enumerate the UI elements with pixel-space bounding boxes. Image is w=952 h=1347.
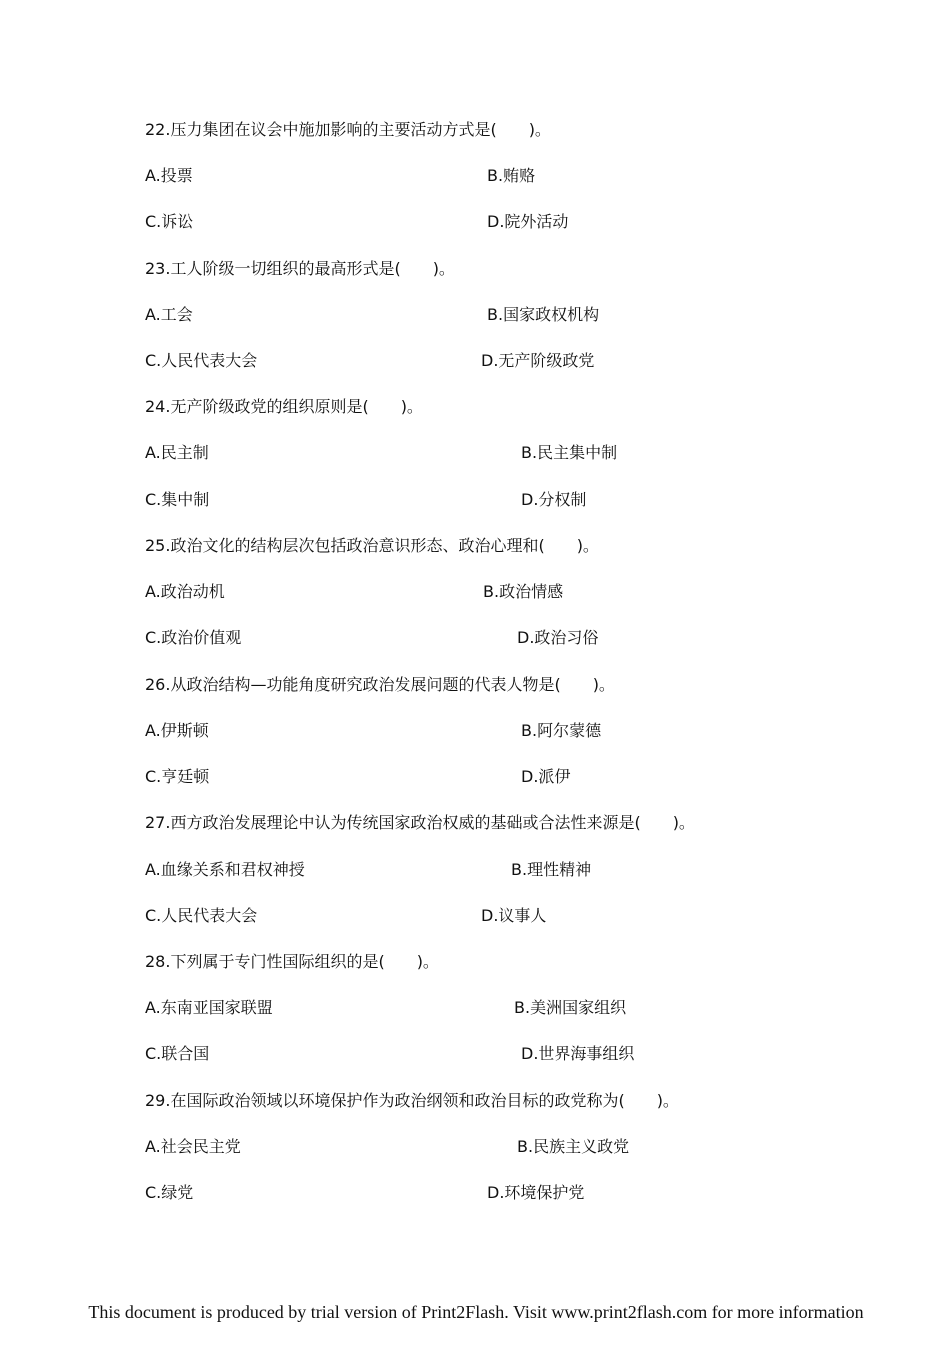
question-26-option-d: D.派伊	[521, 767, 571, 786]
question-28-option-c: C.联合国	[145, 1044, 210, 1063]
trial-version-footer: This document is produced by trial version of Print2Flash. Visit www.print2flash.com for more information	[88, 1302, 864, 1322]
question-28-option-b: B.美洲国家组织	[514, 998, 627, 1017]
question-25-option-c: C.政治价值观	[145, 628, 242, 647]
question-26-stem: 26.从政治结构—功能角度研究政治发展问题的代表人物是( )。	[145, 675, 615, 694]
question-23-option-a: A.工会	[145, 305, 193, 324]
question-25-option-a: A.政治动机	[145, 582, 225, 601]
question-22-option-c: C.诉讼	[145, 212, 194, 231]
question-28-option-d: D.世界海事组织	[521, 1044, 635, 1063]
question-23-stem: 23.工人阶级一切组织的最高形式是( )。	[145, 259, 455, 278]
question-23-option-c: C.人民代表大会	[145, 351, 258, 370]
question-26-option-b: B.阿尔蒙德	[521, 721, 602, 740]
question-27-option-a: A.血缘关系和君权神授	[145, 860, 305, 879]
question-25-stem: 25.政治文化的结构层次包括政治意识形态、政治心理和( )。	[145, 536, 599, 555]
question-24-option-d: D.分权制	[521, 490, 587, 509]
question-28-stem: 28.下列属于专门性国际组织的是( )。	[145, 952, 439, 971]
question-29-option-b: B.民族主义政党	[517, 1137, 630, 1156]
question-27-option-b: B.理性精神	[511, 860, 592, 879]
question-24-stem: 24.无产阶级政党的组织原则是( )。	[145, 397, 423, 416]
question-22-stem: 22.压力集团在议会中施加影响的主要活动方式是( )。	[145, 120, 551, 139]
question-24-option-b: B.民主集中制	[521, 443, 618, 462]
question-24-option-a: A.民主制	[145, 443, 209, 462]
question-23-option-b: B.国家政权机构	[487, 305, 600, 324]
question-29-stem: 29.在国际政治领域以环境保护作为政治纲领和政治目标的政党称为( )。	[145, 1091, 679, 1110]
question-29-option-a: A.社会民主党	[145, 1137, 241, 1156]
question-28-option-a: A.东南亚国家联盟	[145, 998, 273, 1017]
question-29-option-c: C.绿党	[145, 1183, 194, 1202]
question-26-option-a: A.伊斯顿	[145, 721, 209, 740]
question-26-option-c: C.亨廷顿	[145, 767, 210, 786]
question-27-option-c: C.人民代表大会	[145, 906, 258, 925]
question-27-option-d: D.议事人	[481, 906, 547, 925]
question-25-option-d: D.政治习俗	[517, 628, 599, 647]
question-22-option-d: D.院外活动	[487, 212, 569, 231]
question-27-stem: 27.西方政治发展理论中认为传统国家政治权威的基础或合法性来源是( )。	[145, 813, 695, 832]
question-29-option-d: D.环境保护党	[487, 1183, 585, 1202]
question-24-option-c: C.集中制	[145, 490, 210, 509]
question-22-option-a: A.投票	[145, 166, 193, 185]
question-22-option-b: B.贿赂	[487, 166, 536, 185]
question-25-option-b: B.政治情感	[483, 582, 564, 601]
question-23-option-d: D.无产阶级政党	[481, 351, 595, 370]
